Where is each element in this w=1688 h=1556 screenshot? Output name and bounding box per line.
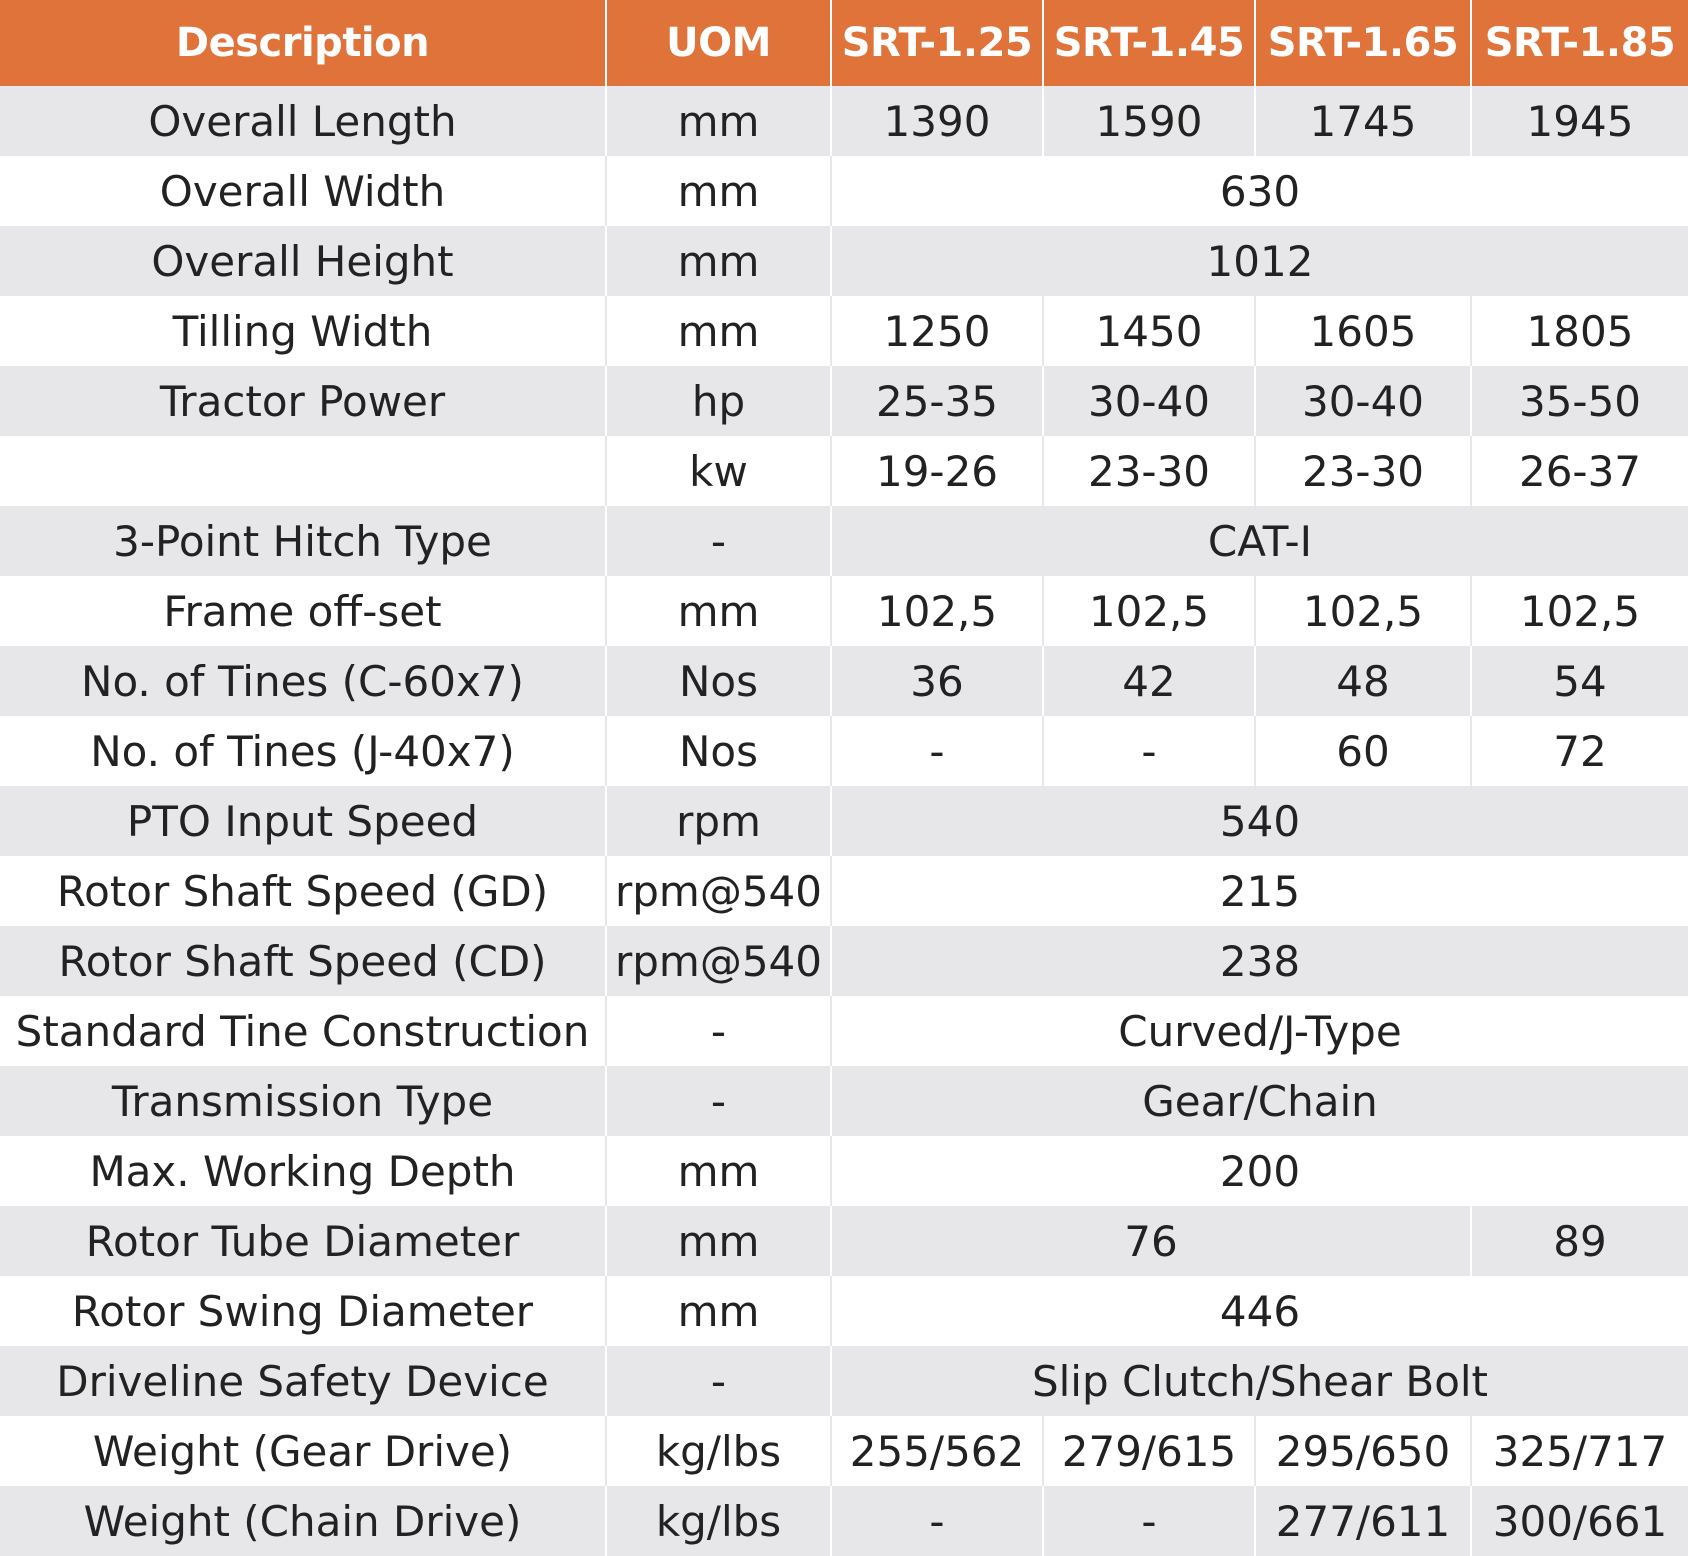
cell-value: 36 bbox=[831, 646, 1043, 716]
cell-value: 26-37 bbox=[1471, 436, 1688, 506]
cell-value: 277/611 bbox=[1255, 1486, 1471, 1556]
row-overall-width bbox=[0, 156, 1688, 226]
row-tines-j bbox=[0, 716, 1688, 786]
cell-value: 325/717 bbox=[1471, 1416, 1688, 1486]
row-uom: Nos bbox=[606, 646, 831, 716]
cell-value: 1590 bbox=[1043, 86, 1255, 156]
cell-value: 23-30 bbox=[1043, 436, 1255, 506]
row-overall-height bbox=[0, 226, 1688, 296]
row-uom: rpm@540 bbox=[606, 856, 831, 926]
cell-value-merged: 238 bbox=[831, 926, 1688, 996]
row-label: Tilling Width bbox=[0, 296, 606, 366]
row-uom: mm bbox=[606, 1276, 831, 1346]
row-uom: mm bbox=[606, 576, 831, 646]
row-label: Rotor Shaft Speed (CD) bbox=[0, 926, 606, 996]
row-uom: rpm bbox=[606, 786, 831, 856]
cell-value: - bbox=[1043, 1486, 1255, 1556]
row-uom: kg/lbs bbox=[606, 1486, 831, 1556]
row-label: 3-Point Hitch Type bbox=[0, 506, 606, 576]
cell-value: 25-35 bbox=[831, 366, 1043, 436]
row-uom: kw bbox=[606, 436, 831, 506]
cell-value-merged: 446 bbox=[831, 1276, 1688, 1346]
cell-value: 1745 bbox=[1255, 86, 1471, 156]
row-uom: rpm@540 bbox=[606, 926, 831, 996]
row-rotor-shaft-speed-cd bbox=[0, 926, 1688, 996]
cell-value: 295/650 bbox=[1255, 1416, 1471, 1486]
row-uom: - bbox=[606, 996, 831, 1066]
cell-value: - bbox=[831, 716, 1043, 786]
cell-value: 1945 bbox=[1471, 86, 1688, 156]
cell-value-merged: Curved/J-Type bbox=[831, 996, 1688, 1066]
cell-value: - bbox=[831, 1486, 1043, 1556]
row-uom: mm bbox=[606, 296, 831, 366]
row-label: No. of Tines (J-40x7) bbox=[0, 716, 606, 786]
cell-value: 102,5 bbox=[831, 576, 1043, 646]
cell-value-merged: 76 bbox=[831, 1206, 1471, 1276]
row-tines-c bbox=[0, 646, 1688, 716]
cell-value-merged: 1012 bbox=[831, 226, 1688, 296]
row-label: Overall Width bbox=[0, 156, 606, 226]
row-uom: mm bbox=[606, 1136, 831, 1206]
row-label: Rotor Shaft Speed (GD) bbox=[0, 856, 606, 926]
row-label: PTO Input Speed bbox=[0, 786, 606, 856]
row-hitch-type bbox=[0, 506, 1688, 576]
row-label: Max. Working Depth bbox=[0, 1136, 606, 1206]
cell-value: 60 bbox=[1255, 716, 1471, 786]
cell-value: 1390 bbox=[831, 86, 1043, 156]
row-rotor-swing-diameter bbox=[0, 1276, 1688, 1346]
header-model-srt-1-45: SRT-1.45 bbox=[1043, 0, 1255, 86]
cell-value: 48 bbox=[1255, 646, 1471, 716]
cell-value: 30-40 bbox=[1043, 366, 1255, 436]
row-tilling-width bbox=[0, 296, 1688, 366]
row-label: Weight (Chain Drive) bbox=[0, 1486, 606, 1556]
cell-value: 19-26 bbox=[831, 436, 1043, 506]
row-tractor-power-kw bbox=[0, 436, 1688, 506]
header-model-srt-1-25: SRT-1.25 bbox=[831, 0, 1043, 86]
row-driveline-safety-device bbox=[0, 1346, 1688, 1416]
cell-value: 102,5 bbox=[1255, 576, 1471, 646]
row-uom: - bbox=[606, 1066, 831, 1136]
cell-value: 54 bbox=[1471, 646, 1688, 716]
row-uom: mm bbox=[606, 86, 831, 156]
cell-value: 1805 bbox=[1471, 296, 1688, 366]
cell-value: 1250 bbox=[831, 296, 1043, 366]
header-row bbox=[0, 0, 1688, 86]
cell-value: 30-40 bbox=[1255, 366, 1471, 436]
row-pto-input-speed bbox=[0, 786, 1688, 856]
row-label: Driveline Safety Device bbox=[0, 1346, 606, 1416]
row-uom: Nos bbox=[606, 716, 831, 786]
cell-value-merged: 200 bbox=[831, 1136, 1688, 1206]
header-model-srt-1-65: SRT-1.65 bbox=[1255, 0, 1471, 86]
header-description: Description bbox=[0, 0, 606, 86]
row-frame-offset bbox=[0, 576, 1688, 646]
row-rotor-tube-diameter bbox=[0, 1206, 1688, 1276]
cell-value: 255/562 bbox=[831, 1416, 1043, 1486]
row-tractor-power-hp bbox=[0, 366, 1688, 436]
row-uom: mm bbox=[606, 1206, 831, 1276]
row-label: Standard Tine Construction bbox=[0, 996, 606, 1066]
cell-value: 89 bbox=[1471, 1206, 1688, 1276]
row-label: Tractor Power bbox=[0, 366, 606, 436]
cell-value: - bbox=[1043, 716, 1255, 786]
cell-value: 72 bbox=[1471, 716, 1688, 786]
row-overall-length bbox=[0, 86, 1688, 156]
row-uom: - bbox=[606, 506, 831, 576]
header-uom: UOM bbox=[606, 0, 831, 86]
cell-value: 1450 bbox=[1043, 296, 1255, 366]
header-model-srt-1-85: SRT-1.85 bbox=[1471, 0, 1688, 86]
row-uom: mm bbox=[606, 156, 831, 226]
row-label: No. of Tines (C-60x7) bbox=[0, 646, 606, 716]
row-uom: kg/lbs bbox=[606, 1416, 831, 1486]
row-label: Overall Height bbox=[0, 226, 606, 296]
row-uom: hp bbox=[606, 366, 831, 436]
row-weight-gear-drive bbox=[0, 1416, 1688, 1486]
cell-value: 300/661 bbox=[1471, 1486, 1688, 1556]
cell-value-merged: 215 bbox=[831, 856, 1688, 926]
cell-value: 42 bbox=[1043, 646, 1255, 716]
cell-value-merged: 630 bbox=[831, 156, 1688, 226]
row-weight-chain-drive bbox=[0, 1486, 1688, 1556]
row-label: Rotor Tube Diameter bbox=[0, 1206, 606, 1276]
row-label: Frame off-set bbox=[0, 576, 606, 646]
row-label: Transmission Type bbox=[0, 1066, 606, 1136]
cell-value: 102,5 bbox=[1471, 576, 1688, 646]
cell-value: 279/615 bbox=[1043, 1416, 1255, 1486]
cell-value: 35-50 bbox=[1471, 366, 1688, 436]
row-tine-construction bbox=[0, 996, 1688, 1066]
cell-value: 23-30 bbox=[1255, 436, 1471, 506]
row-label: Weight (Gear Drive) bbox=[0, 1416, 606, 1486]
cell-value-merged: CAT-I bbox=[831, 506, 1688, 576]
row-uom: mm bbox=[606, 226, 831, 296]
row-uom: - bbox=[606, 1346, 831, 1416]
cell-value-merged: Slip Clutch/Shear Bolt bbox=[831, 1346, 1688, 1416]
row-rotor-shaft-speed-gd bbox=[0, 856, 1688, 926]
row-transmission-type bbox=[0, 1066, 1688, 1136]
row-max-working-depth bbox=[0, 1136, 1688, 1206]
row-label bbox=[0, 436, 606, 506]
cell-value: 102,5 bbox=[1043, 576, 1255, 646]
cell-value-merged: Gear/Chain bbox=[831, 1066, 1688, 1136]
cell-value: 1605 bbox=[1255, 296, 1471, 366]
row-label: Rotor Swing Diameter bbox=[0, 1276, 606, 1346]
row-label: Overall Length bbox=[0, 86, 606, 156]
cell-value-merged: 540 bbox=[831, 786, 1688, 856]
